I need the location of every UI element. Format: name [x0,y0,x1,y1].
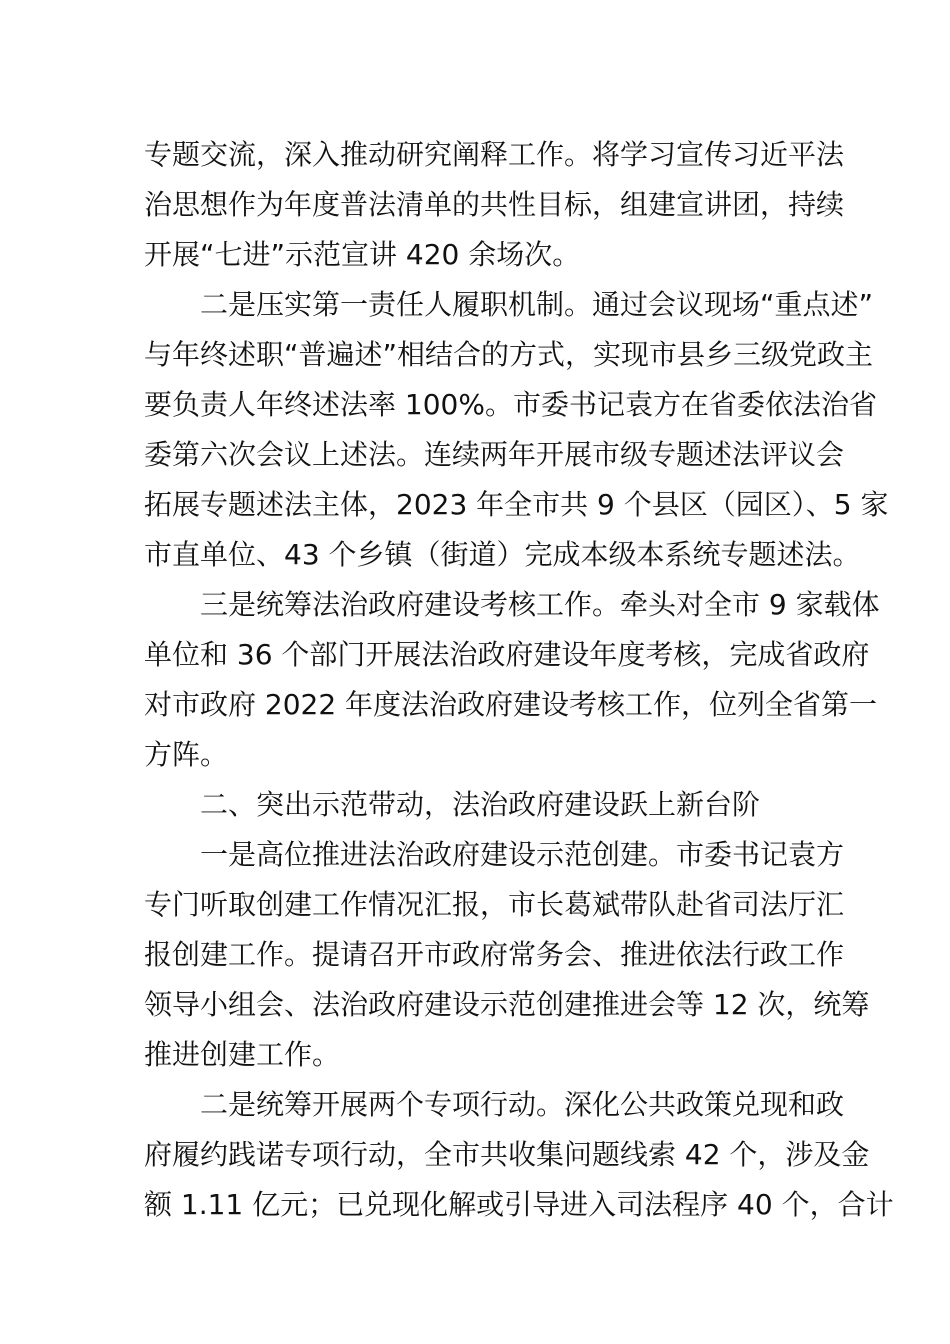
text-line: 要负责人年终述法率 100%。市委书记袁方在省委依法治省 [144,388,877,421]
text-line: 报创建工作。提请召开市政府常务会、推进依法行政工作 [144,938,845,971]
text-line: 推进创建工作。 [144,1038,341,1071]
paragraph-start-line: 一是高位推进法治政府建设示范创建。市委书记袁方 [200,838,845,871]
text-line: 单位和 36 个部门开展法治政府建设年度考核，完成省政府 [144,638,870,671]
text-line: 对市政府 2022 年度法治政府建设考核工作，位列全省第一 [144,688,878,721]
text-line: 方阵。 [144,738,229,771]
document-body [144,130,894,1230]
text-line: 专题交流，深入推动研究阐释工作。将学习宣传习近平法 [144,138,845,171]
section-heading: 二、突出示范带动，法治政府建设跃上新台阶 [200,788,761,821]
text-line: 领导小组会、法治政府建设示范创建推进会等 12 次，统筹 [144,988,870,1021]
text-line: 专门听取创建工作情况汇报，市长葛斌带队赴省司法厅汇 [144,888,845,921]
text-line: 与年终述职“普遍述”相结合的方式，实现市县乡三级党政主 [144,338,874,371]
paragraph-start-line: 二是统筹开展两个专项行动。深化公共政策兑现和政 [200,1088,845,1121]
paragraph-start-line: 三是统筹法治政府建设考核工作。牵头对全市 9 家载体 [200,588,880,621]
paragraph-start-line: 二是压实第一责任人履职机制。通过会议现场“重点述” [200,288,874,321]
text-line: 拓展专题述法主体，2023 年全市共 9 个县区（园区）、5 家 [144,488,889,521]
text-line: 委第六次会议上述法。连续两年开展市级专题述法评议会 [144,438,845,471]
text-line: 府履约践诺专项行动，全市共收集问题线索 42 个，涉及金 [144,1138,870,1171]
text-line: 市直单位、43 个乡镇（街道）完成本级本系统专题述法。 [144,538,861,571]
text-line: 额 1.11 亿元；已兑现化解或引导进入司法程序 40 个，合计 [144,1188,894,1221]
text-line: 治思想作为年度普法清单的共性目标，组建宣讲团，持续 [144,188,845,221]
text-line: 开展“七进”示范宣讲 420 余场次。 [144,238,581,271]
